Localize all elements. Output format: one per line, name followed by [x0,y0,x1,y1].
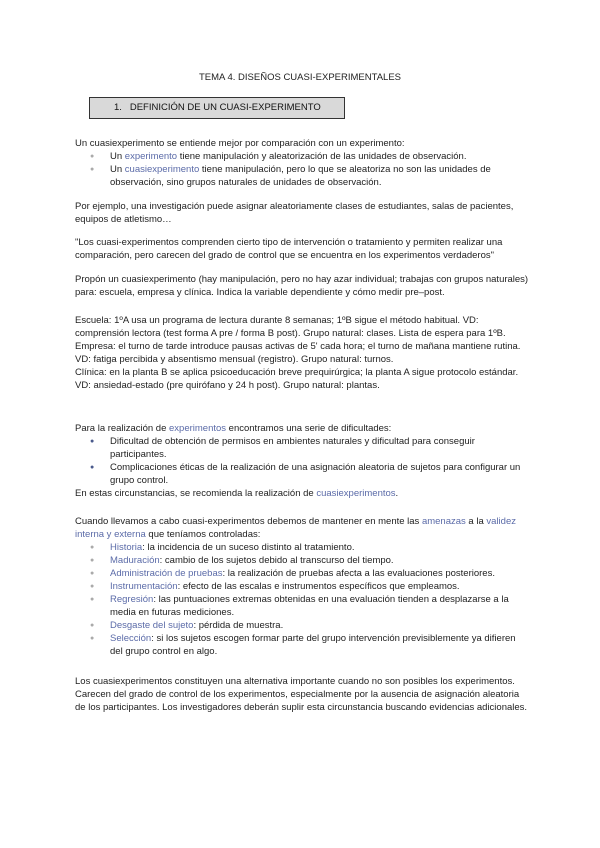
list-item: ● Administración de pruebas: la realización de pruebas afecta a las evaluaciones posteriores. [90,568,495,579]
conclusion-2: Carecen del grado de control de los experimentos, especialmente por la ausencia de asignación aleatoria de los participantes. Los investigadores deberán suplir esta circunstancia buscando evidencias adicionales. [75,689,528,713]
bullet-icon: ● [90,557,95,564]
term-amenazas: amenazas [421,516,466,527]
bullet-icon: ● [90,464,95,471]
page-title: TEMA 4. DISEÑOS CUASI-EXPERIMENTALES [198,72,401,83]
term-cuasiexperimentos: cuasiexperimentos [316,488,396,499]
intro-lead: Un cuasiexperimento se entiende mejor por comparación con un experimento: [75,138,405,149]
list-item: ● Dificultad de obtención de permisos en ambientes naturales y dificultad para conseguir participantes. [90,436,475,460]
list-item: ● Un cuasiexperimento tiene manipulación, pero lo que se aleatoriza no son las unidades de observación, sino grupos naturales de unidades de observación. [90,164,491,188]
term-experimento: experimento [124,151,178,162]
example-paragraph: Por ejemplo, una investigación puede asignar aleatoriamente clases de estudiantes, salas de pacientes, equipos de atletismo… [75,201,514,225]
term-validez: validez interna y externa [75,516,516,540]
bullet-icon: ● [90,583,95,590]
list-item: ● Historia: la incidencia de un suceso distinto al tratamiento. [90,542,355,553]
difficulties-lead: Para la realización de experimentos encontramos una serie de dificultades: [75,423,392,434]
bullet-icon: ● [90,153,95,160]
bullet-icon: ● [90,438,95,445]
threats-block [75,515,530,658]
list-item: ● Desgaste del sujeto: pérdida de muestra. [90,620,284,631]
bullet-icon: ● [90,596,95,603]
section-number: 1. [114,102,122,113]
intro-block [75,137,530,189]
bullet-icon: ● [90,166,95,173]
threats-lead: Cuando llevamos a cabo cuasi-experimentos debemos de mantener en mente las amenazas a la validez interna y externa que teníamos controladas: [75,516,516,540]
section-heading-box [89,97,345,119]
conclusion-block [75,675,530,714]
list-item: ● Un experimento tiene manipulación y aleatorización de las unidades de observación. [90,151,467,162]
list-item: ● Complicaciones éticas de la realización de una asignación aleatoria de sujetos para configurar un grupo control. [90,462,521,486]
bullet-icon: ● [90,635,95,642]
case-company: Empresa: el turno de tarde introduce pausas activas de 5' cada hora; el turno de mañana mantiene rutina. VD: fatiga percibida y absentismo mensual (registro). Grupo natural: turnos. [75,341,521,365]
term-experimentos: experimentos [169,423,227,434]
list-item: ● Instrumentación: efecto de las escalas e instrumentos específicos que empleamos. [90,581,460,592]
difficulties-block [75,422,530,500]
difficulties-closing: En estas circunstancias, se recomienda la realización de cuasiexperimentos. [75,488,399,499]
section-heading: DEFINICIÓN DE UN CUASI-EXPERIMENTO [129,102,321,113]
prompt-paragraph: Propón un cuasiexperimento (hay manipulación, pero no hay azar individual; trabajas con grupos naturales) para: escuela, empresa y clínica. Indica la variable dependiente y cómo medir pre–post. [75,274,529,298]
threats-list [75,541,530,658]
list-item: ● Selección: si los sujetos escogen formar parte del grupo intervención previsiblemente ya difieren del grupo control en algo. [90,633,516,657]
intro-list [75,150,530,189]
bullet-icon: ● [90,544,95,551]
bullet-icon: ● [90,622,95,629]
term-cuasiexperimento: cuasiexperimento [124,164,200,175]
list-item: ● Regresión: las puntuaciones extremas obtenidas en una evaluación tienden a desplazarse a la media en futuras mediciones. [90,594,509,618]
difficulties-list [75,435,530,487]
case-clinic: Clínica: en la planta B se aplica psicoeducación breve prequirúrgica; la planta A sigue protocolo estándar. VD: ansiedad-estado (pre quirófano y 24 h post). Grupo natural: plantas. [75,367,519,391]
conclusion-1: Los cuasiexperimentos constituyen una alternativa importante cuando no son posibles los experimentos. [75,676,515,687]
quote-paragraph: "Los cuasi-experimentos comprenden cierto tipo de intervención o tratamiento y permiten realizar una comparación, pero carecen del grado de control que se encuentra en los experimentos verdaderos" [75,237,503,261]
bullet-icon: ● [90,570,95,577]
list-item: ● Maduración: cambio de los sujetos debido al transcurso del tiempo. [90,555,394,566]
cases-block [75,314,530,392]
case-school: Escuela: 1ºA usa un programa de lectura durante 8 semanas; 1ºB sigue el método habitual. VD: comprensión lectora (test forma A pre / forma B post). Grupo natural: clases. Lista de espera para 1ºB. [75,315,506,339]
